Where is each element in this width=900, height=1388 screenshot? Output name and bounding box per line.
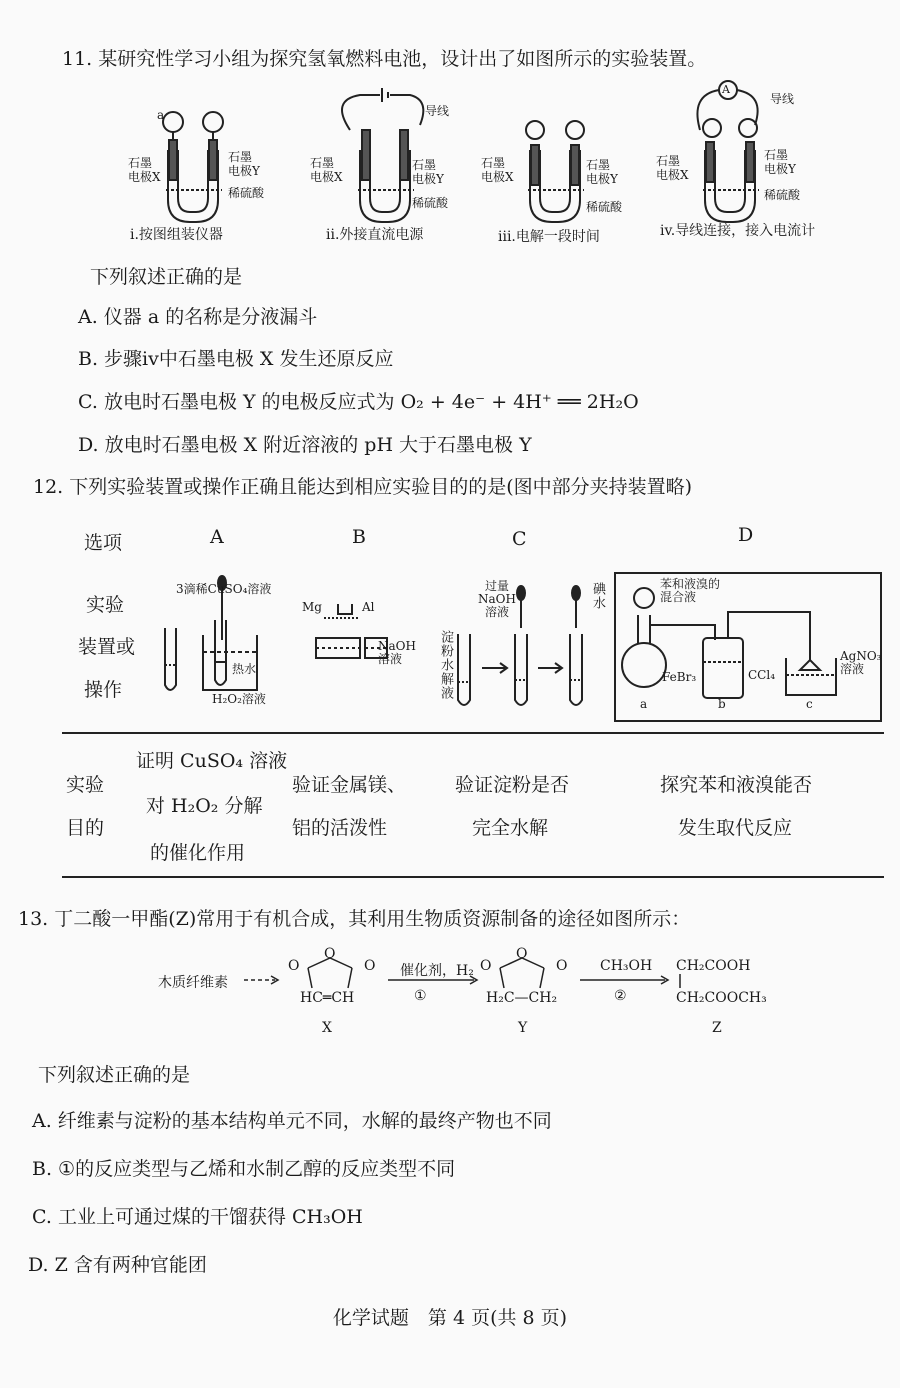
q11-ii-wire: 导线: [425, 104, 450, 118]
q12-row1-label-3: 操作: [84, 679, 123, 701]
q13-x-bottom: HC═CH: [300, 990, 355, 1006]
q11-step-1: i.按图组装仪器: [130, 227, 223, 243]
q11-step-4: iv.导线连接，接入电流计: [660, 223, 816, 239]
q13-step2-num: ②: [614, 988, 627, 1004]
q12-b-mg: Mg: [302, 600, 322, 614]
q12-purpose-b-1: 验证金属镁、: [292, 774, 407, 796]
q13-y-bottom: H₂C—CH₂: [486, 990, 558, 1006]
q11-ii-acid: 稀硫酸: [412, 196, 449, 210]
q12-purpose-d-1: 探究苯和液溴能否: [660, 774, 813, 796]
q12-d-label-a: a: [640, 697, 648, 711]
q11-label-a: a: [157, 108, 165, 122]
q13-y-name: Y: [518, 1020, 528, 1036]
q12-purpose-a-2: 对 H₂O₂ 分解: [146, 795, 263, 817]
q11-option-a: A. 仪器 a 的名称是分液漏斗: [78, 306, 318, 328]
q12-row2-label-1: 实验: [66, 774, 105, 796]
q11-iv-electrode-y: 石墨 电极Y: [764, 148, 796, 176]
q13-z-name: Z: [712, 1020, 722, 1036]
q11-iii-acid: 稀硫酸: [586, 200, 623, 214]
q12-d-febr3: FeBr₃: [662, 670, 697, 684]
q11-ammeter-icon: A: [722, 83, 730, 96]
q13-y-left-o: O: [480, 958, 492, 974]
q12-d-mix: 苯和液溴的 混合液: [660, 577, 721, 604]
q12-purpose-b-2: 铝的活泼性: [292, 817, 388, 839]
q12-col-d: D: [738, 524, 754, 546]
q12-c-starch: 淀粉水解液: [438, 630, 453, 700]
q13-z-bottom: CH₂COOCH₃: [676, 990, 767, 1006]
q12-purpose-c-2: 完全水解: [472, 817, 549, 839]
q12-a-drops: 3滴稀CuSO₄溶液: [176, 582, 272, 596]
q12-col-c: C: [512, 528, 527, 550]
q12-d-agno3: AgNO₃ 溶液: [840, 649, 882, 676]
q11-step-2: ii.外接直流电源: [326, 227, 424, 243]
q13-z-top: CH₂COOH: [676, 958, 751, 974]
q11-i-acid: 稀硫酸: [228, 186, 265, 200]
q12-header-label: 选项: [84, 532, 123, 554]
q11-option-c: C. 放电时石墨电极 Y 的电极反应式为 O₂ + 4e⁻ + 4H⁺ ══ 2H₂O: [78, 391, 639, 413]
q12-d-label-c: c: [806, 697, 813, 711]
q13-start: 木质纤维素: [158, 975, 228, 991]
q12-stem: 12. 下列实验装置或操作正确且能达到相应实验目的的是(图中部分夹持装置略): [33, 476, 693, 498]
page-footer: 化学试题 第 4 页(共 8 页): [332, 1307, 568, 1329]
q11-iii-electrode-y: 石墨 电极Y: [586, 158, 618, 186]
q11-question: 下列叙述正确的是: [90, 266, 243, 288]
q13-y-ring-o: O: [516, 946, 528, 962]
q11-i-electrode-y: 石墨 电极Y: [228, 150, 260, 178]
q13-question: 下列叙述正确的是: [38, 1064, 191, 1086]
q11-option-d: D. 放电时石墨电极 X 附近溶液的 pH 大于石墨电极 Y: [78, 434, 532, 456]
q11-i-electrode-x: 石墨 电极X: [128, 156, 161, 184]
q12-row1-label-1: 实验: [86, 594, 125, 616]
q12-purpose-d-2: 发生取代反应: [678, 817, 793, 839]
q12-d-label-b: b: [718, 697, 726, 711]
q12-b-al: Al: [362, 600, 375, 614]
q12-purpose-a-3: 的催化作用: [150, 842, 246, 864]
q11-stem: 11. 某研究性学习小组为探究氢氧燃料电池，设计出了如图所示的实验装置。: [62, 48, 707, 70]
q11-step-3: iii.电解一段时间: [498, 229, 600, 245]
q13-x-left-o: O: [288, 958, 300, 974]
q12-row1-label-2: 装置或: [78, 636, 136, 658]
q13-x-right-o: O: [364, 958, 376, 974]
q13-x-ring-o: O: [324, 946, 336, 962]
q12-b-naoh: NaOH 溶液: [378, 639, 416, 666]
q11-iii-electrode-x: 石墨 电极X: [481, 156, 514, 184]
q12-col-a: A: [210, 526, 224, 548]
q13-step1: 催化剂，H₂: [400, 963, 474, 979]
q11-iv-wire: 导线: [770, 92, 795, 106]
q11-option-b: B. 步骤iv中石墨电极 X 发生还原反应: [78, 348, 394, 370]
q12-a-hot-water: 热水: [232, 662, 257, 676]
q12-purpose-c-1: 验证淀粉是否: [455, 774, 570, 796]
q12-row2-label-2: 目的: [66, 817, 105, 839]
q12-purpose-a-1: 证明 CuSO₄ 溶液: [136, 750, 288, 772]
q13-stem: 13. 丁二酸一甲酯(Z)常用于有机合成，其利用生物质资源制备的途径如图所示：: [18, 908, 691, 930]
q13-option-b: B. ①的反应类型与乙烯和水制乙醇的反应类型不同: [32, 1158, 456, 1180]
q11-iv-electrode-x: 石墨 电极X: [656, 154, 689, 182]
q11-ii-electrode-x: 石墨 电极X: [310, 156, 343, 184]
q12-c-naoh: 过量 NaOH 溶液: [478, 579, 516, 619]
q11-iv-acid: 稀硫酸: [764, 188, 801, 202]
q12-d-ccl4: CCl₄: [748, 668, 776, 682]
q13-step1-num: ①: [414, 988, 427, 1004]
q12-a-h2o2: H₂O₂溶液: [212, 692, 266, 706]
q13-y-right-o: O: [556, 958, 568, 974]
q13-option-a: A. 纤维素与淀粉的基本结构单元不同，水解的最终产物也不同: [32, 1110, 552, 1132]
q13-step2: CH₃OH: [600, 958, 653, 974]
q13-option-c: C. 工业上可通过煤的干馏获得 CH₃OH: [32, 1206, 363, 1228]
q12-col-b: B: [352, 526, 366, 548]
q11-ii-electrode-y: 石墨 电极Y: [412, 158, 444, 186]
q13-option-d: D. Z 含有两种官能团: [28, 1254, 207, 1276]
q13-x-name: X: [322, 1020, 332, 1036]
q12-c-iodine: 碘水: [590, 582, 605, 610]
